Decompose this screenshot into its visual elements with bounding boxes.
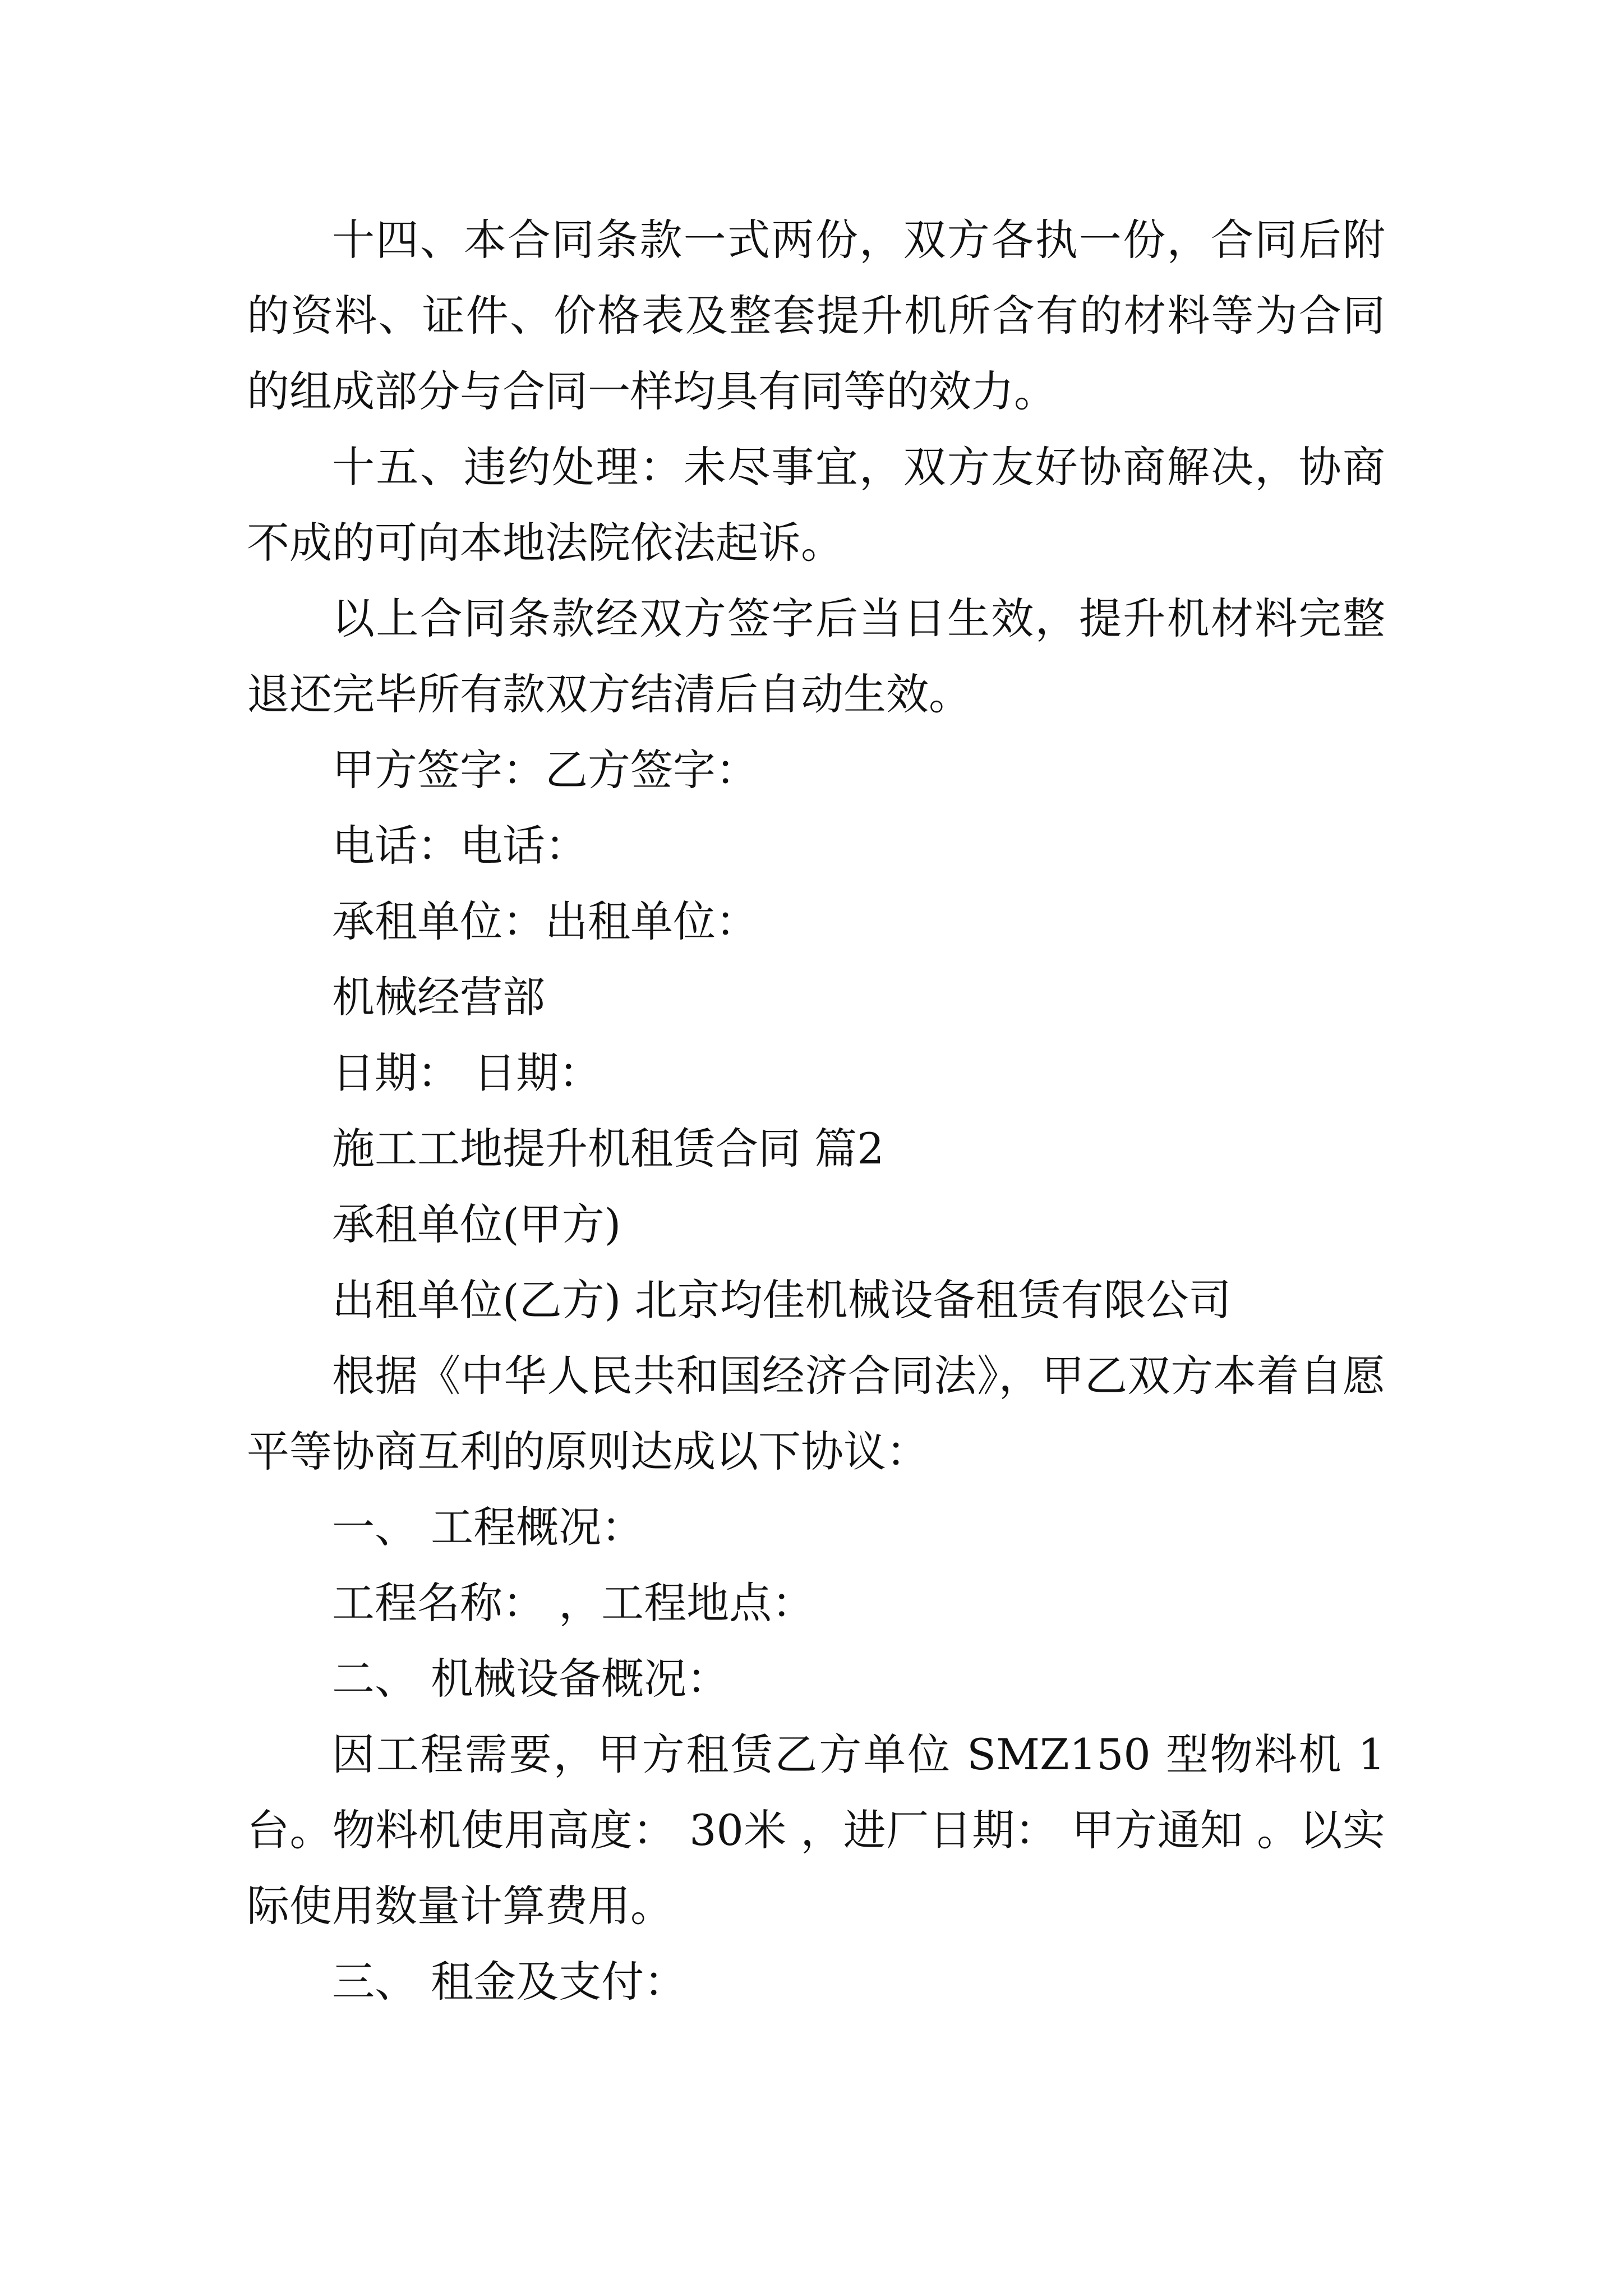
clause-three-heading: 三、 租金及支付： bbox=[332, 1957, 687, 2007]
phone-line: 电话：电话： bbox=[332, 821, 588, 871]
preamble: 根据《中华人民共和国经济合同法》，甲乙双方本着自愿平等协商互利的原则达成以下协议： bbox=[247, 1351, 1385, 1476]
clause-fourteen: 十四、本合同条款一式两份，双方各执一份，合同后附的资料、证件、价格表及整套提升机所含有的材料等为合同的组成部分与合同一样均具有同等的效力。 bbox=[247, 215, 1385, 416]
date-line: 日期： 日期： bbox=[332, 1048, 602, 1098]
clause-one-heading: 一、 工程概况： bbox=[332, 1502, 644, 1552]
signature-line: 甲方签字：乙方签字： bbox=[332, 745, 758, 795]
lessee-line: 承租单位(甲方) bbox=[332, 1199, 621, 1249]
party-units-line: 承租单位：出租单位： bbox=[332, 896, 758, 946]
section-heading: 施工工地提升机租赁合同 篇2 bbox=[332, 1124, 884, 1174]
lessor-line: 出租单位(乙方) 北京均佳机械设备租赁有限公司 bbox=[332, 1275, 1232, 1325]
clause-fifteen: 十五、违约处理：未尽事宜，双方友好协商解决，协商不成的可向本地法院依法起诉。 bbox=[247, 442, 1385, 568]
project-info-line: 工程名称： ，工程地点： bbox=[332, 1578, 815, 1628]
clause-two-heading: 二、 机械设备概况： bbox=[332, 1654, 730, 1704]
effective-clause: 以上合同条款经双方签字后当日生效，提升机材料完整退还完毕所有款双方结清后自动生效。 bbox=[247, 593, 1385, 719]
document-body bbox=[247, 202, 1385, 2019]
equipment-description: 因工程需要，甲方租赁乙方单位 SMZ150 型物料机 1台。物料机使用高度： 30米 ，进厂日期： 甲方通知 。以实际使用数量计算费用。 bbox=[247, 1729, 1385, 1931]
lessor-name-line: 机械经营部 bbox=[332, 972, 545, 1022]
